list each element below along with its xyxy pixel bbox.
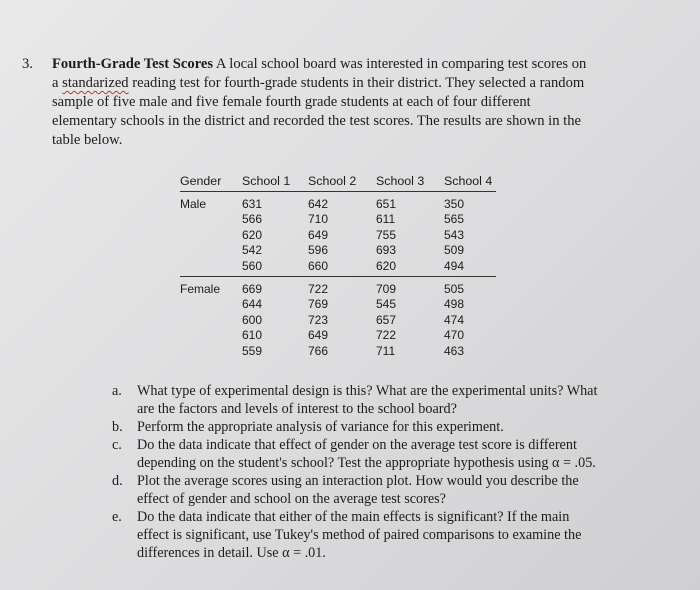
question-letter: e. xyxy=(112,509,122,525)
score-value: 710 xyxy=(308,212,329,227)
score-value: 543 xyxy=(444,227,465,242)
question-text-line: Do the data indicate that either of the main effects is significant? If the main xyxy=(137,509,570,525)
question-text-line: Do the data indicate that effect of gender on the average test score is different xyxy=(137,437,577,453)
question-item xyxy=(112,508,652,562)
question-text-line: What type of experimental design is this? What are the experimental units? What xyxy=(137,383,598,399)
score-value: 651 xyxy=(376,197,397,211)
question-item xyxy=(112,418,652,436)
table-header-row xyxy=(180,172,496,192)
problem-line-3: sample of five male and five female fourth grade students at each of four different xyxy=(52,94,531,110)
score-value: 669 xyxy=(242,282,263,297)
question-item xyxy=(112,436,652,472)
score-value: 660 xyxy=(308,258,329,273)
score-value: 509 xyxy=(444,243,465,258)
school-1-scores xyxy=(242,277,308,362)
score-value: 350 xyxy=(444,197,465,211)
score-value: 559 xyxy=(242,343,263,358)
score-value: 722 xyxy=(308,282,329,297)
score-value: 596 xyxy=(308,243,329,258)
table-row xyxy=(180,277,496,362)
score-value: 610 xyxy=(242,328,263,343)
problem-text-1: A local school board was interested in comparing test scores on xyxy=(213,56,587,72)
score-value: 620 xyxy=(242,227,263,242)
scores-table xyxy=(180,172,496,361)
question-text-line: depending on the student's school? Test the appropriate hypothesis using α = .05. xyxy=(137,455,596,471)
problem-line-5: table below. xyxy=(52,132,123,148)
header-school-2: School 2 xyxy=(308,172,376,192)
header-gender: Gender xyxy=(180,172,242,192)
score-value: 649 xyxy=(308,328,329,343)
school-2-scores xyxy=(308,277,376,362)
score-value: 620 xyxy=(376,258,397,273)
score-value: 709 xyxy=(376,282,397,297)
question-text-line: differences in detail. Use α = .01. xyxy=(137,545,326,561)
school-2-scores xyxy=(308,192,376,277)
header-school-3: School 3 xyxy=(376,172,444,192)
question-letter: c. xyxy=(112,437,122,453)
table-row xyxy=(180,192,496,277)
score-value: 766 xyxy=(308,343,329,358)
problem-text-2b: reading test for fourth-grade students in their district. They selected a random xyxy=(128,75,585,91)
school-3-scores xyxy=(376,192,444,277)
question-text-line: Perform the appropriate analysis of variance for this experiment. xyxy=(137,419,504,435)
score-value: 611 xyxy=(376,212,396,227)
score-value: 463 xyxy=(444,343,465,358)
question-letter: d. xyxy=(112,473,123,489)
header-school-4: School 4 xyxy=(444,172,496,192)
score-value: 560 xyxy=(242,258,263,273)
question-text-line: effect is significant, use Tukey's method of paired comparisons to examine the xyxy=(137,527,582,543)
score-value: 600 xyxy=(242,312,263,327)
score-value: 722 xyxy=(376,328,397,343)
question-text-line: Plot the average scores using an interaction plot. How would you describe the xyxy=(137,473,579,489)
score-value: 711 xyxy=(376,343,396,358)
question-list xyxy=(112,382,652,562)
score-value: 542 xyxy=(242,243,263,258)
header-school-1: School 1 xyxy=(242,172,308,192)
score-value: 545 xyxy=(376,297,397,312)
score-value: 566 xyxy=(242,212,263,227)
score-value: 470 xyxy=(444,328,465,343)
score-value: 769 xyxy=(308,297,329,312)
score-value: 657 xyxy=(376,312,397,327)
score-value: 494 xyxy=(444,258,465,273)
question-item xyxy=(112,472,652,508)
score-value: 644 xyxy=(242,297,263,312)
problem-line-4: elementary schools in the district and recorded the test scores. The results are shown in the xyxy=(52,113,582,129)
problem-line-2 xyxy=(22,74,662,93)
school-4-scores xyxy=(444,277,496,362)
school-4-scores xyxy=(444,192,496,277)
score-value: 649 xyxy=(308,227,329,242)
question-letter: b. xyxy=(112,419,123,435)
school-3-scores xyxy=(376,277,444,362)
school-1-scores xyxy=(242,192,308,277)
score-value: 565 xyxy=(444,212,465,227)
score-value: 498 xyxy=(444,297,465,312)
gender-cell: Female xyxy=(180,277,242,362)
question-letter: a. xyxy=(112,383,122,399)
score-value: 631 xyxy=(242,197,263,211)
score-value: 642 xyxy=(308,197,329,211)
problem-statement xyxy=(22,55,662,150)
score-value: 755 xyxy=(376,227,397,242)
score-value: 723 xyxy=(308,312,329,327)
question-text-line: effect of gender and school on the average test scores? xyxy=(137,491,446,507)
score-value: 474 xyxy=(444,312,465,327)
score-value: 693 xyxy=(376,243,397,258)
problem-number: 3. xyxy=(22,56,33,72)
gender-cell: Male xyxy=(180,197,207,211)
problem-line-1 xyxy=(22,55,662,74)
question-item xyxy=(112,382,652,418)
problem-title: Fourth-Grade Test Scores xyxy=(52,56,214,72)
spellcheck-word: standarized xyxy=(62,75,129,91)
scores-table-container xyxy=(180,172,496,361)
problem-text-2a: a xyxy=(52,75,63,91)
score-value: 505 xyxy=(444,282,465,297)
question-text-line: are the factors and levels of interest to the school board? xyxy=(137,401,457,417)
